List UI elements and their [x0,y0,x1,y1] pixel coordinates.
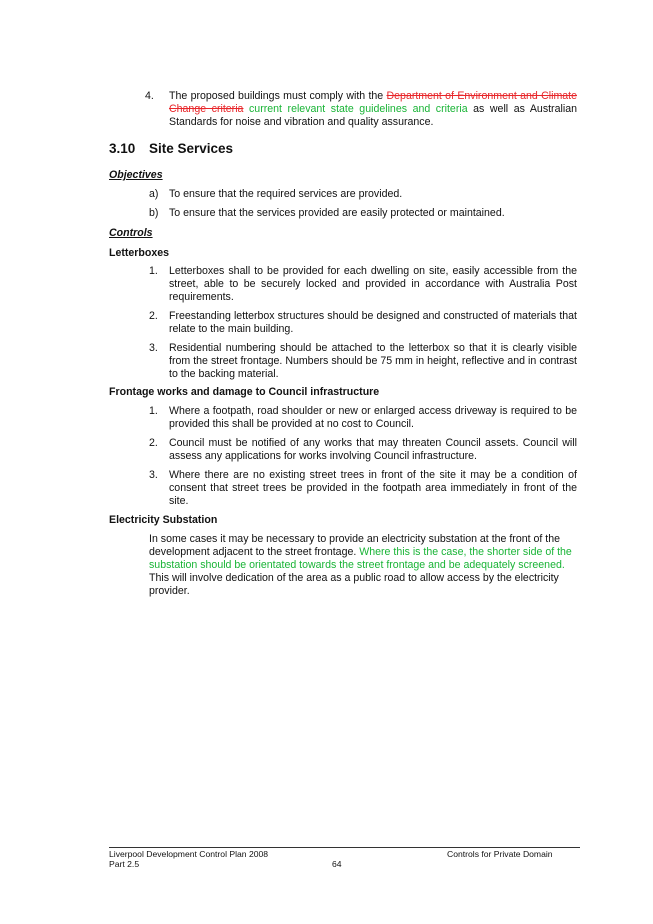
inserted-text: current relevant state guidelines and criteria [243,103,468,115]
section-heading [109,141,233,156]
frontage-control-item [149,405,577,431]
objective-item [149,188,577,201]
footer-rule [109,847,580,848]
letterbox-control-item [149,310,577,336]
inserted-text: Where this is the case, the shorter side of the substation should be orientated towards the street frontage and be adequately screened. [149,546,572,571]
objectives-heading: Objectives [109,169,163,181]
footer-part: Part 2.5 [109,859,140,869]
intro-list-item [145,90,577,129]
list-marker: b) [149,207,159,219]
list-marker: 3. [149,342,158,354]
deleted-text: Department of Environment and Climate Change criteria [169,90,577,115]
letterboxes-heading: Letterboxes [109,247,170,259]
list-marker: 1. [149,405,158,417]
list-item-text: To ensure that the services provided are easily protected or maintained. [169,207,505,219]
letterbox-control-item [149,342,577,381]
frontage-works-heading: Frontage works and damage to Council infrastructure [109,386,380,398]
list-marker: 2. [149,437,158,449]
frontage-control-item [149,437,577,463]
section-number: 3.10 [109,141,136,156]
text-after: This will involve dedication of the area as a public road to allow access by the electricity provider. [149,572,559,597]
list-marker: 3. [149,469,158,481]
text-before: In some cases it may be necessary to provide an electricity substation at the front of the development adjacent to the street frontage. [149,533,561,558]
list-item-text: Freestanding letterbox structures should be designed and constructed of materials that relate to the main building. [169,310,577,335]
text-before: The proposed buildings must comply with the [169,90,387,102]
list-item-text: Letterboxes shall to be provided for each dwelling on site, easily accessible from the street, able to be securely locked and provided in accordance with Australia Post requirements. [169,265,577,303]
list-marker: a) [149,188,159,200]
list-marker: 1. [149,265,158,277]
objective-item [149,207,577,220]
footer-document-title: Liverpool Development Control Plan 2008 [109,849,269,859]
list-item-text: Where there are no existing street trees in front of the site it may be a condition of consent that street trees be provided in the footpath area immediately in front of the site. [169,469,577,507]
frontage-control-item [149,469,577,508]
electricity-substation-heading: Electricity Substation [109,514,218,526]
footer-page-number: 64 [332,859,342,869]
list-marker: 4. [145,90,154,102]
footer-right: Controls for Private Domain [447,849,553,859]
list-item-text: Residential numbering should be attached to the letterbox so that it is clearly visible from the street frontage. Numbers should be 75 mm in height, reflective and in contrast to the backing material. [169,342,577,380]
letterbox-control-item [149,265,577,304]
text-after: as well as Australian Standards for noise and vibration and quality assurance. [169,103,577,128]
list-item-text: To ensure that the required services are provided. [169,188,403,200]
list-marker: 2. [149,310,158,322]
electricity-substation-paragraph [149,533,577,598]
section-title: Site Services [149,141,234,156]
footer-left [109,849,268,869]
list-item-text: Where a footpath, road shoulder or new or enlarged access driveway is required to be provided this shall be provided at no cost to Council. [169,405,577,430]
controls-heading: Controls [109,227,153,239]
list-item-text [169,90,577,129]
list-item-text: Council must be notified of any works that may threaten Council assets. Council will assess any applications for works involving Council infrastructure. [169,437,577,462]
